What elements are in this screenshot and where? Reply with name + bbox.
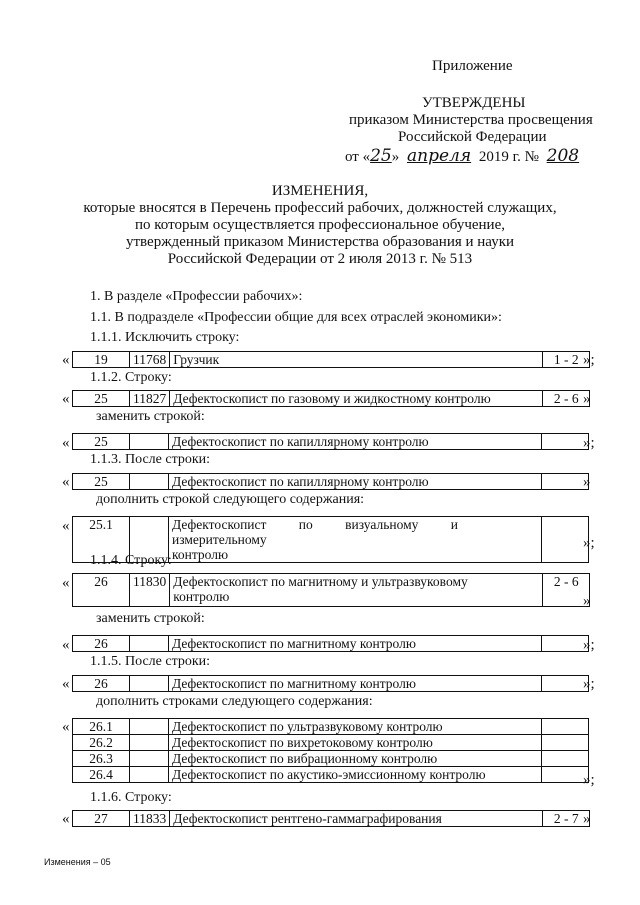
row-code — [130, 719, 169, 735]
row-rank: 1 - 2 — [543, 352, 590, 368]
section-1-1-3: 1.1.3. После строки: — [90, 452, 211, 467]
row-index: 25 — [73, 474, 130, 490]
date-year: 2019 г. № — [478, 149, 539, 165]
row-rank — [542, 719, 589, 735]
table-row — [72, 573, 590, 607]
row-name — [169, 517, 542, 563]
open-quote: « — [62, 676, 70, 692]
date-mid: » — [391, 149, 400, 165]
open-quote: « — [62, 719, 70, 735]
row-index: 26.2 — [73, 735, 130, 751]
table-row — [73, 751, 589, 767]
order-number-handwritten: 208 — [546, 146, 580, 166]
row-rank — [542, 474, 589, 490]
close-quote: » — [583, 474, 591, 490]
table-row — [73, 735, 589, 751]
row-name: Дефектоскопист по капиллярному контролю — [169, 474, 542, 490]
open-quote: « — [62, 474, 70, 490]
document-heading: ИЗМЕНЕНИЯ, — [271, 183, 369, 199]
row-index: 25 — [73, 391, 130, 407]
row-index: 26.3 — [73, 751, 130, 767]
row-index: 26 — [73, 636, 130, 652]
title-line-1: которые вносятся в Перечень профессий рабочих, должностей служащих, — [83, 200, 557, 216]
rows-table — [72, 718, 589, 783]
row-index: 19 — [73, 352, 130, 368]
row-name: Дефектоскопист по магнитному контролю — [169, 676, 542, 692]
section-1: 1. В разделе «Профессии рабочих»: — [90, 289, 303, 304]
row-name-line-2: контролю — [173, 589, 230, 604]
row-code — [130, 735, 169, 751]
table-row — [72, 635, 589, 652]
row-code: 11830 — [130, 574, 170, 607]
row-name: Дефектоскопист рентгено-гаммаграфирования — [170, 811, 543, 827]
section-1-1-6: 1.1.6. Строку: — [90, 790, 172, 805]
open-quote: « — [62, 518, 70, 534]
footer-note: Изменения – 05 — [44, 857, 111, 867]
row-rank — [542, 676, 589, 692]
row-name: Дефектоскопист по акустико-эмиссионному контролю — [169, 767, 542, 783]
open-quote: « — [62, 637, 70, 653]
section-1-1-5: 1.1.5. После строки: — [90, 654, 211, 669]
date-month-handwritten: апреля — [407, 146, 472, 166]
row-index: 25 — [73, 434, 130, 450]
row-index: 26 — [73, 574, 130, 607]
row-name: Дефектоскопист по газовому и жидкостному контролю — [170, 391, 543, 407]
title-line-4: Российской Федерации от 2 июля 2013 г. № 513 — [167, 251, 473, 267]
open-quote: « — [62, 811, 70, 827]
row-code — [130, 751, 169, 767]
row-index: 26.1 — [73, 719, 130, 735]
table-row — [73, 719, 589, 735]
open-quote: « — [62, 575, 70, 591]
row-name — [170, 574, 543, 607]
approved-label: УТВЕРЖДЕНЫ — [422, 95, 526, 111]
row-name-line-1: Дефектоскопист по магнитному и ультразвуковому — [173, 574, 468, 589]
row-index: 26.4 — [73, 767, 130, 783]
row-rank — [542, 735, 589, 751]
row-rank: 2 - 6 — [543, 391, 590, 407]
row-index: 25.1 — [73, 517, 130, 563]
close-quote: »; — [583, 352, 595, 368]
close-quote: »; — [583, 637, 595, 653]
add-text-1: дополнить строкой следующего содержания: — [96, 492, 365, 507]
row-name-text: Дефектоскопист по визуальному и измерительному — [172, 517, 458, 547]
title-line-3: утвержденный приказом Министерства образования и науки — [125, 234, 515, 250]
row-code — [130, 767, 169, 783]
close-quote: »; — [583, 772, 595, 788]
open-quote: « — [62, 435, 70, 451]
row-rank — [542, 751, 589, 767]
row-name-line-1 — [172, 517, 538, 547]
close-quote: »; — [583, 435, 595, 451]
close-quote: »; — [583, 676, 595, 692]
table-row — [72, 351, 590, 368]
section-1-1-1: 1.1.1. Исключить строку: — [90, 330, 240, 345]
row-name: Дефектоскопист по вихретоковому контролю — [169, 735, 542, 751]
close-quote: » — [583, 391, 591, 407]
row-name: Дефектоскопист по капиллярному контролю — [169, 434, 542, 450]
replace-text-2: заменить строкой: — [96, 611, 205, 626]
row-code — [130, 474, 169, 490]
order-line-2: Российской Федерации — [398, 129, 547, 145]
row-name: Дефектоскопист по вибрационному контролю — [169, 751, 542, 767]
row-name: Дефектоскопист по магнитному контролю — [169, 636, 542, 652]
row-index: 26 — [73, 676, 130, 692]
close-quote: » — [583, 811, 591, 827]
row-name-line-2: контролю — [172, 547, 229, 562]
row-code: 11833 — [130, 811, 170, 827]
table-row — [72, 433, 589, 450]
table-row — [72, 473, 589, 490]
title-line-2: по которым осуществляется профессиональное обучение, — [135, 217, 505, 233]
row-rank — [542, 767, 589, 783]
order-line-1: приказом Министерства просвещения — [349, 112, 593, 128]
row-code — [130, 636, 169, 652]
row-name: Дефектоскопист по ультразвуковому контролю — [169, 719, 542, 735]
close-quote: » — [583, 593, 591, 609]
section-1-1-4: 1.1.4. Строку: — [90, 553, 172, 568]
row-rank — [542, 636, 589, 652]
order-date-line — [345, 146, 583, 166]
section-1-1: 1.1. В подразделе «Профессии общие для всех отраслей экономики»: — [90, 310, 502, 325]
replace-text-1: заменить строкой: — [96, 409, 205, 424]
appendix-label: Приложение — [432, 58, 513, 74]
row-code — [130, 676, 169, 692]
table-row — [73, 767, 589, 783]
row-rank — [542, 434, 589, 450]
row-rank — [542, 517, 589, 563]
table-row — [72, 810, 590, 827]
close-quote: »; — [583, 535, 595, 551]
row-index: 27 — [73, 811, 130, 827]
open-quote: « — [62, 352, 70, 368]
row-code: 11827 — [130, 391, 170, 407]
date-prefix: от « — [345, 149, 371, 165]
row-rank: 2 - 7 — [543, 811, 590, 827]
date-day-handwritten: 25 — [370, 146, 392, 166]
row-code — [130, 434, 169, 450]
table-row — [72, 390, 590, 407]
row-rank: 2 - 6 — [543, 574, 590, 607]
open-quote: « — [62, 391, 70, 407]
section-1-1-2: 1.1.2. Строку: — [90, 370, 172, 385]
add-text-2: дополнить строками следующего содержания: — [96, 694, 373, 709]
row-code: 11768 — [130, 352, 170, 368]
table-row — [72, 675, 589, 692]
row-name: Грузчик — [170, 352, 543, 368]
